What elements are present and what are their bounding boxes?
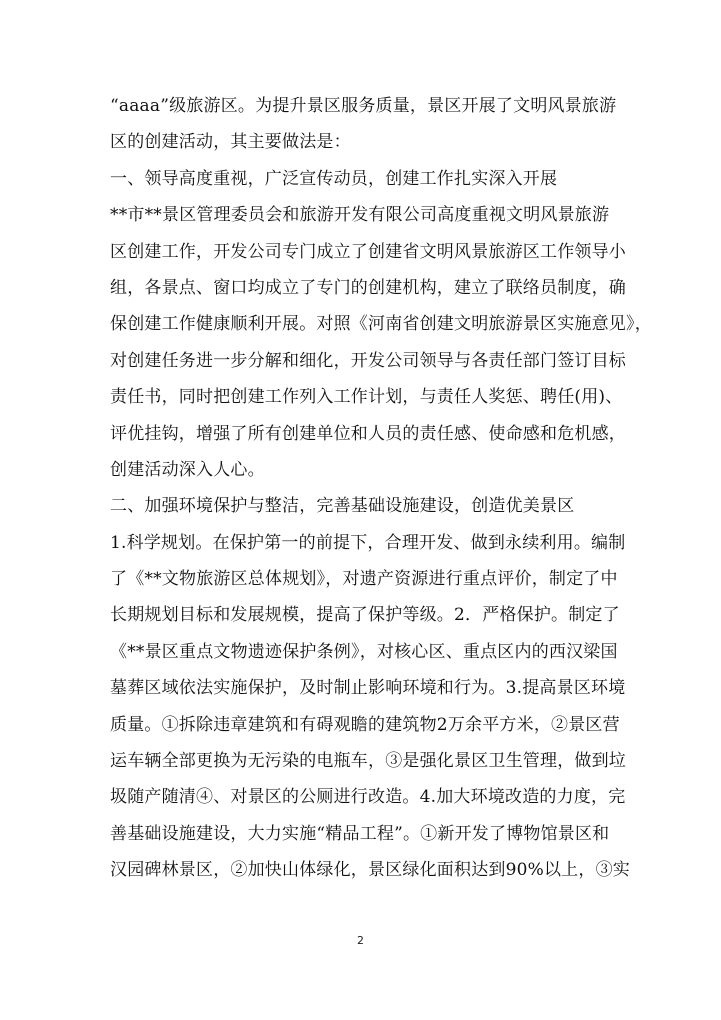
page-number: 2 (357, 934, 364, 947)
text-line: 《**景区重点文物遗迹保护条例》，对核心区、重点区内的西汉梁国 (110, 641, 618, 662)
text-line: 运车辆全部更换为无污染的电瓶车，③是强化景区卫生管理，做到垃 (110, 751, 626, 772)
text-line: 墓葬区域依法实施保护，及时制止影响环境和行为。3.提高景区环境 (110, 678, 626, 699)
text-line: 区创建工作，开发公司专门成立了创建省文明风景旅游区工作领导小 (110, 241, 626, 262)
text-line: 组，各景点、窗口均成立了专门的创建机构，建立了联络员制度，确 (110, 277, 626, 298)
section-heading: 一、领导高度重视，广泛宣传动员，创建工作扎实深入开展 (110, 168, 558, 189)
text-line: 保创建工作健康顺利开展。对照《河南省创建文明旅游景区实施意见》， (110, 314, 652, 335)
text-line: 评优挂钩，增强了所有创建单位和人员的责任感、使命感和危机感， (110, 423, 626, 444)
text-line: 责任书，同时把创建工作列入工作计划，与责任人奖惩、聘任(用)、 (110, 387, 623, 408)
text-line: 1.科学规划。在保护第一的前提下，合理开发、做到永续利用。编制 (110, 532, 626, 553)
text-line: 质量。①拆除违章建筑和有碍观瞻的建筑物2万余平方米，②景区营 (110, 714, 620, 735)
text-line: 创建活动深入人心。 (110, 459, 265, 480)
text-line: “aaaa”级旅游区。为提升景区服务质量，景区开展了文明风景旅游 (110, 96, 617, 116)
body-text (110, 88, 652, 889)
text-line: 长期规划目标和发展规模，提高了保护等级。2．严格保护。制定了 (110, 605, 620, 626)
text-line: 了《**文物旅游区总体规划》，对遗产资源进行重点评价，制定了中 (110, 569, 618, 590)
text-line: 汉园碑林景区，②加快山体绿化，景区绿化面积达到90%以上，③实 (110, 860, 630, 881)
text-line: 区的创建活动，其主要做法是： (110, 132, 351, 153)
section-heading: 二、加强环境保护与整洁，完善基础设施建设，创造优美景区 (110, 496, 575, 517)
text-line: 善基础设施建设，大力实施“精品工程”。①新开发了博物馆景区和 (110, 823, 610, 844)
text-line: 圾随产随清④、对景区的公厕进行改造。4.加大环境改造的力度，完 (110, 787, 626, 808)
text-line: 对创建任务进一步分解和细化，开发公司领导与各责任部门签订目标 (110, 350, 626, 371)
text-line: **市**景区管理委员会和旅游开发有限公司高度重视文明风景旅游 (110, 205, 610, 226)
